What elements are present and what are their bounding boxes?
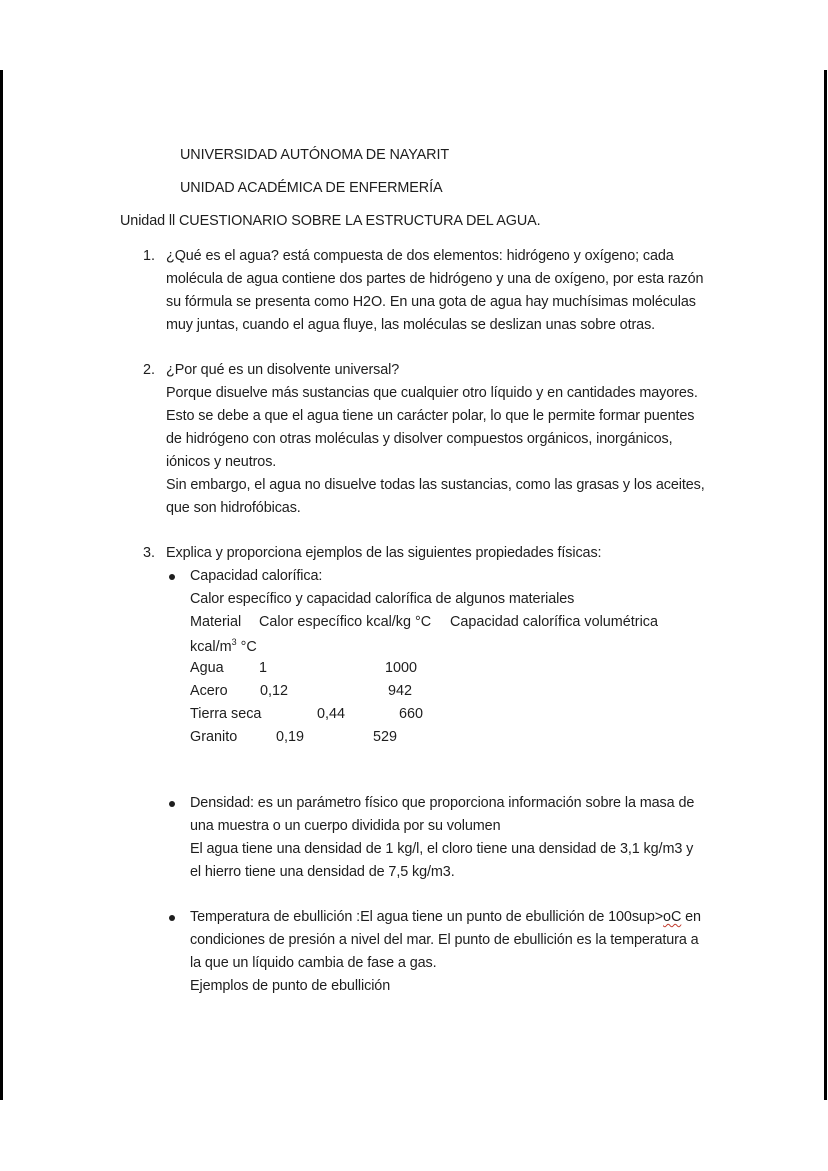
question-text: ¿Qué es el agua? está compuesta de dos elementos: hidrógeno y oxígeno; cada xyxy=(166,248,674,264)
university-name: UNIVERSIDAD AUTÓNOMA DE NAYARIT xyxy=(180,147,450,163)
answer-line: Porque disuelve más sustancias que cualquier otro líquido y en cantidades mayores. xyxy=(166,385,698,401)
table-cell-material: Granito xyxy=(190,729,238,745)
answer-line: molécula de agua contiene dos partes de hidrógeno y una de oxígeno, por esta razón xyxy=(166,271,704,287)
table-cell-material: Acero xyxy=(190,683,228,699)
answer-line: su fórmula se presenta como H2O. En una gota de agua hay muchísimas moléculas xyxy=(166,294,696,310)
table-caption: Calor específico y capacidad calorífica de algunos materiales xyxy=(190,591,575,607)
question-number: 3. xyxy=(143,545,156,561)
property-text: el hierro tiene una densidad de 7,5 kg/m3. xyxy=(190,864,455,880)
table-cell-volumetric: 660 xyxy=(399,706,424,722)
bullet-icon xyxy=(169,574,175,580)
property-text: una muestra o un cuerpo dividida por su volumen xyxy=(190,818,501,834)
table-header: Calor específico kcal/kg °C xyxy=(259,614,432,630)
answer-line: Sin embargo, el agua no disuelve todas las sustancias, como las grasas y los aceites, xyxy=(166,477,705,493)
table-cell-specific-heat: 0,44 xyxy=(317,706,346,722)
table-cell-material: Tierra seca xyxy=(190,706,262,722)
table-header-unit: kcal/$m^3$ °C xyxy=(190,637,257,655)
page-title: Unidad ll CUESTIONARIO SOBRE LA ESTRUCTURA DEL AGUA. xyxy=(120,213,541,229)
bullet-icon xyxy=(169,915,175,921)
table-cell-volumetric: 942 xyxy=(388,683,413,699)
table-cell-material: Agua xyxy=(190,660,224,676)
question-text: Explica y proporciona ejemplos de las siguientes propiedades físicas: xyxy=(166,545,602,561)
page-edge-right xyxy=(824,70,827,1100)
answer-line: de hidrógeno con otras moléculas y disolver compuestos orgánicos, inorgánicos, xyxy=(166,431,673,447)
table-header: Material xyxy=(190,614,242,630)
property-title: Densidad: es un parámetro físico que proporciona información sobre la masa de xyxy=(190,795,695,811)
table-cell-specific-heat: 1 xyxy=(259,660,268,676)
answer-line: iónicos y neutros. xyxy=(166,454,277,470)
property-text: Ejemplos de punto de ebullición xyxy=(190,978,391,994)
table-cell-volumetric: 1000 xyxy=(385,660,418,676)
bullet-icon xyxy=(169,801,175,807)
table-cell-specific-heat: 0,12 xyxy=(260,683,289,699)
property-title: Temperatura de ebullición :El agua tiene un punto de ebullición de 100sup>oC en xyxy=(190,909,701,925)
property-text: El agua tiene una densidad de 1 kg/l, el cloro tiene una densidad de 3,1 kg/m3 y xyxy=(190,841,694,857)
question-number: 2. xyxy=(143,362,156,378)
property-text: la que un líquido cambia de fase a gas. xyxy=(190,955,437,971)
answer-line: que son hidrofóbicas. xyxy=(166,500,301,516)
table-cell-specific-heat: 0,19 xyxy=(276,729,305,745)
question-text: ¿Por qué es un disolvente universal? xyxy=(166,362,400,378)
academic-unit: UNIDAD ACADÉMICA DE ENFERMERÍA xyxy=(180,180,443,196)
table-header: Capacidad calorífica volumétrica xyxy=(450,614,658,630)
property-text: condiciones de presión a nivel del mar. El punto de ebullición es la temperatura a xyxy=(190,932,699,948)
property-title: Capacidad calorífica: xyxy=(190,568,323,584)
spellcheck-flagged-word: oC xyxy=(663,909,682,925)
answer-line: Esto se debe a que el agua tiene un carácter polar, lo que le permite formar puentes xyxy=(166,408,695,424)
table-cell-volumetric: 529 xyxy=(373,729,398,745)
page-edge-left xyxy=(0,70,3,1100)
answer-line: muy juntas, cuando el agua fluye, las moléculas se deslizan unas sobre otras. xyxy=(166,317,656,333)
question-number: 1. xyxy=(143,248,156,264)
